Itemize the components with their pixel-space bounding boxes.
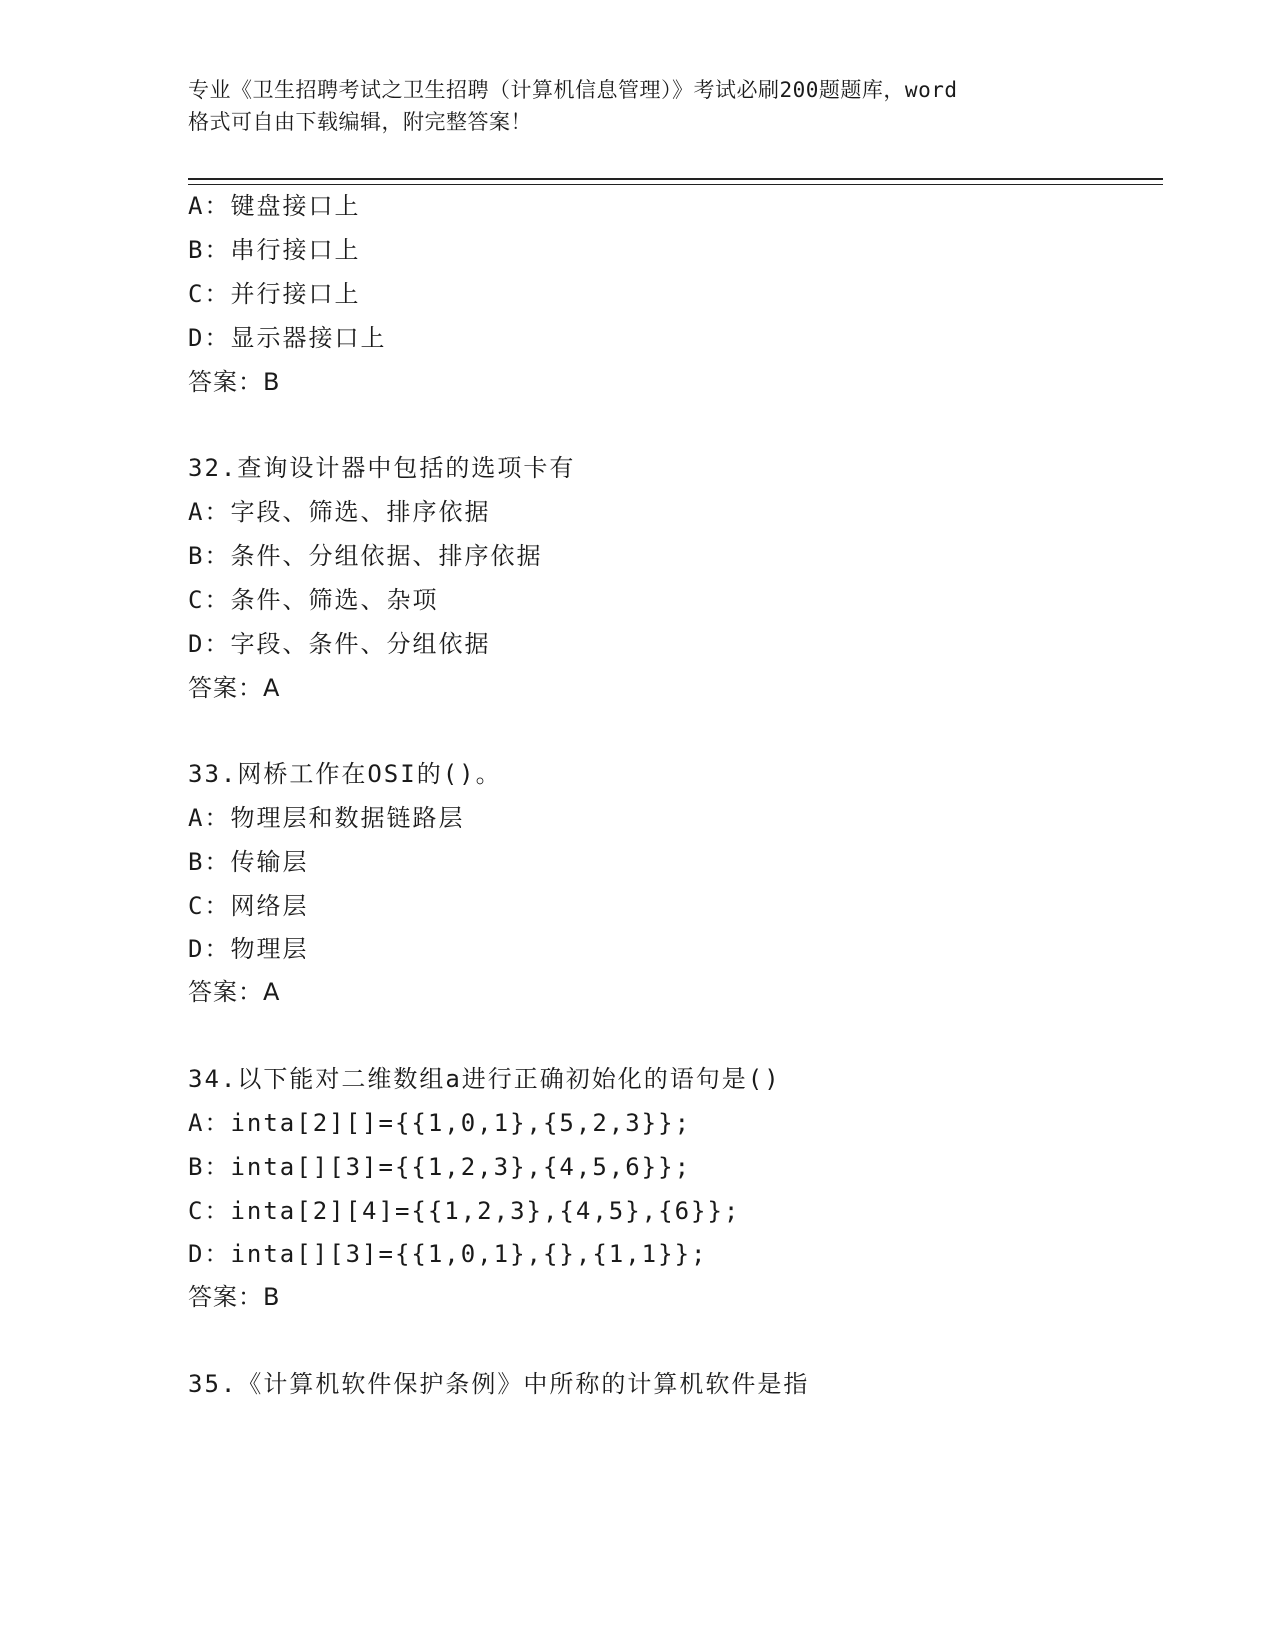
q33-option-d: D：物理层 bbox=[188, 935, 309, 963]
q32-option-c: C：条件、筛选、杂项 bbox=[188, 586, 439, 614]
q31-option-c: C：并行接口上 bbox=[188, 280, 361, 308]
q34-option-c: C：inta[2][4]={{1,2,3},{4,5},{6}}; bbox=[188, 1197, 741, 1225]
q32-option-d: D：字段、条件、分组依据 bbox=[188, 630, 491, 658]
header-line-1: 专业《卫生招聘考试之卫生招聘（计算机信息管理）》考试必刷200题题库，word bbox=[188, 78, 958, 102]
q32-answer: 答案：A bbox=[188, 674, 281, 702]
q33-answer: 答案：A bbox=[188, 978, 281, 1006]
header-line-2: 格式可自由下载编辑，附完整答案！ bbox=[188, 110, 532, 134]
q34-option-a: A：inta[2][]={{1,0,1},{5,2,3}}; bbox=[188, 1109, 692, 1137]
q32-option-a: A：字段、筛选、排序依据 bbox=[188, 498, 491, 526]
document-header bbox=[188, 74, 1108, 138]
q31-option-b: B：串行接口上 bbox=[188, 236, 361, 264]
q33-option-a: A：物理层和数据链路层 bbox=[188, 804, 465, 832]
q31-answer: 答案：B bbox=[188, 368, 281, 396]
q31-option-a: A：键盘接口上 bbox=[188, 192, 361, 220]
q34-answer: 答案：B bbox=[188, 1283, 281, 1311]
q34-option-d: D：inta[][3]={{1,0,1},{},{1,1}}; bbox=[188, 1240, 708, 1268]
q35-question: 35.《计算机软件保护条例》中所称的计算机软件是指 bbox=[188, 1370, 810, 1398]
q31-option-d: D：显示器接口上 bbox=[188, 324, 387, 352]
q32-option-b: B：条件、分组依据、排序依据 bbox=[188, 542, 543, 570]
q32-question: 32.查询设计器中包括的选项卡有 bbox=[188, 454, 576, 482]
header-divider-thick bbox=[188, 178, 1163, 180]
q33-option-c: C：网络层 bbox=[188, 892, 309, 920]
q33-question: 33.网桥工作在OSI的()。 bbox=[188, 760, 502, 788]
header-divider-thin bbox=[188, 184, 1163, 185]
q33-option-b: B：传输层 bbox=[188, 848, 309, 876]
q34-question: 34.以下能对二维数组a进行正确初始化的语句是() bbox=[188, 1065, 781, 1093]
q34-option-b: B：inta[][3]={{1,2,3},{4,5,6}}; bbox=[188, 1153, 692, 1181]
